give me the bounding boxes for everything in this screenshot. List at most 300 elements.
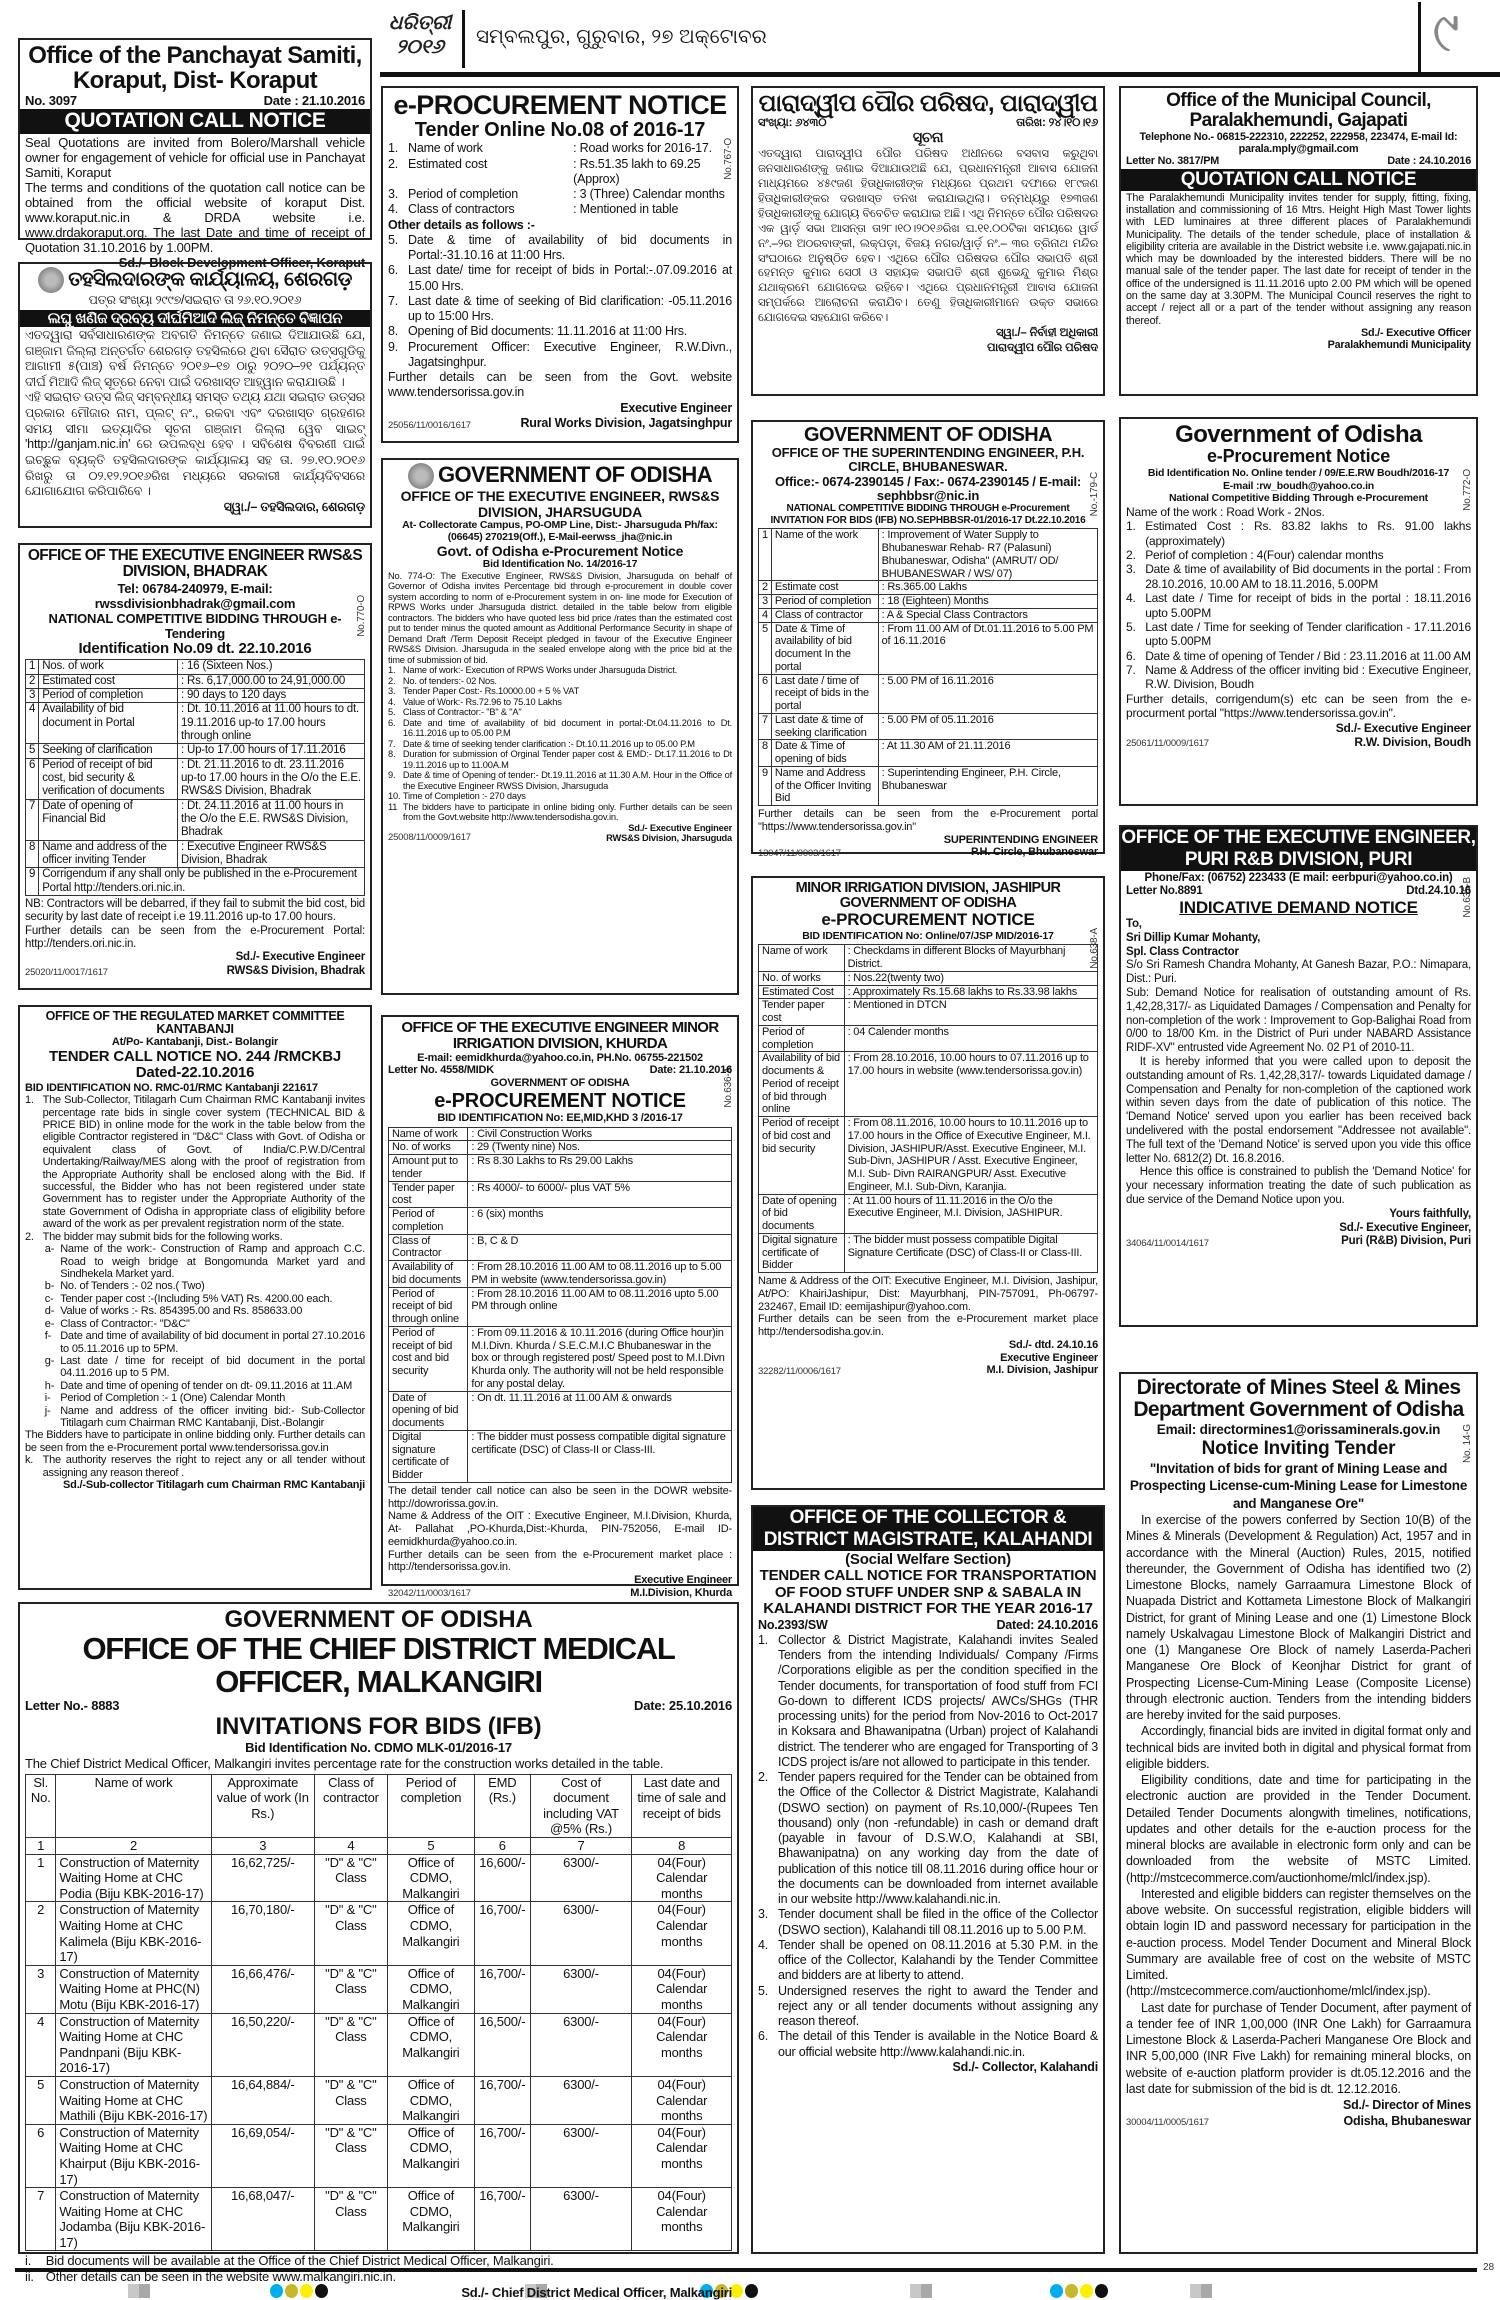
item-number: h- bbox=[44, 1379, 55, 1392]
signature-block bbox=[630, 1574, 732, 1600]
list-item bbox=[388, 676, 732, 687]
table-cell: Construction of Maternity Waiting Home at CHC Pandnpani (Biju KBK-2016-17) bbox=[56, 2013, 211, 2076]
notice-jashipur bbox=[751, 876, 1105, 1490]
list-item bbox=[1126, 562, 1471, 591]
bold-text: Other details as follows :- bbox=[388, 217, 535, 232]
bold-text: Spl. Class Contractor bbox=[1126, 945, 1239, 958]
item-number: 3. bbox=[758, 1907, 769, 1922]
table-value-cell: : 5.00 PM of 05.11.2016 bbox=[878, 713, 1097, 740]
notice-date: Dated: 24.10.2016 bbox=[996, 1617, 1098, 1632]
table-label-cell: Amount put to tender bbox=[389, 1155, 468, 1182]
table-label-cell: Availability of bid document in Portal bbox=[39, 703, 178, 744]
column-number: 3 bbox=[211, 1838, 314, 1855]
table-row bbox=[389, 1391, 732, 1430]
list-item bbox=[388, 340, 732, 371]
para-text: Seal Quotations are invited from Bolero/Marshall vehicle owner for engagement of vehicle for official use in Panchayat Samiti, Koraput bbox=[25, 134, 365, 180]
item-label: Class of contractors bbox=[408, 202, 515, 217]
table-row bbox=[26, 2188, 732, 2251]
notice-title bbox=[388, 463, 732, 489]
item-text: Undersigned reserves the right to award the Tender and reject any or all tender documents without assigning any reason thereof. bbox=[778, 1983, 1098, 2029]
table-cell: 6300/- bbox=[530, 2188, 632, 2251]
table-label-cell: Last date / time of receipt of bids in the portal bbox=[771, 674, 878, 713]
table-cell: 16,700/- bbox=[474, 2188, 530, 2251]
table-label-cell: Tender paper cost bbox=[389, 1181, 468, 1208]
table-row bbox=[389, 1155, 732, 1182]
table-label-cell: Nos. of work bbox=[39, 660, 178, 674]
table-value-cell: : 90 days to 120 days bbox=[177, 689, 364, 703]
banner-text: QUOTATION CALL NOTICE bbox=[1121, 169, 1476, 191]
sign-text: Sd./- Executive Officer bbox=[1360, 326, 1471, 339]
table-value-cell: : Dt. 10.11.2016 at 11.00 hours to dt. 19.11.2016 up-to 17.00 hours through online bbox=[177, 703, 364, 744]
table-row bbox=[759, 945, 1098, 972]
signature-line: M.I. Division, Jashipur bbox=[986, 1364, 1098, 1377]
table-row bbox=[759, 595, 1098, 609]
strong-text: Bid Identification No. 14/2016-17 bbox=[482, 558, 638, 571]
item-number: 2. bbox=[1126, 547, 1136, 562]
meta-row bbox=[388, 1064, 732, 1077]
signature-line: Sd./- Executive Engineer, bbox=[1339, 1221, 1471, 1234]
page-number-divider bbox=[1418, 2, 1421, 72]
list-item bbox=[758, 1984, 1098, 2030]
strong-text: At/Po- Kantabanji, Dist.- Bolangir bbox=[111, 1036, 279, 1049]
table-label-cell: Name of work bbox=[389, 1127, 468, 1141]
notice-mines bbox=[1119, 1372, 1478, 2254]
para-text: Name & Address of the OIT: Executive Engineer, M.I. Division, Jashipur, At/PO: KhairiJashipur, Dist: Mayurbhanj, PIN-757091, Ph-06797-232467, Email ID: eemijashipur@yahoo.com. bbox=[758, 1275, 1098, 1313]
table-cell: 16,600/- bbox=[474, 1854, 530, 1902]
vcode-text: No.635-B bbox=[1462, 877, 1473, 918]
item-text: Tender papers required for the Tender can be obtained from the Office of the Collector & District Magistrate, Kalahandi (DSWO section) on payment of Rs.10,000/-(Rupees Ten thousand) only (non -refundable) in cash or demand draft (payable in favour of D.S.W.O, Kalahandi at SBI, Bhawanipatna) on any working day from the date of publication of this notice till 08.11.2016 during office hour or the documents can be downloaded from internet available in our website http://www.kalahandi.nic.in. bbox=[778, 1770, 1098, 1907]
column-number: 4 bbox=[314, 1838, 387, 1855]
item-text: The bidders have to participate in online biding only. Further details can be seen from the Govt.website http://www.tendersodisha.gov.in. bbox=[402, 801, 732, 823]
numbered-list bbox=[25, 1094, 365, 1243]
meta-row bbox=[25, 93, 365, 108]
table-cell: 16,50,220/- bbox=[211, 2013, 314, 2076]
notice-footer bbox=[388, 1574, 732, 1600]
list-item bbox=[388, 749, 732, 770]
strong-text: Bid Identification No. Online tender / 09/E.E.RW Boudh/2016-17 bbox=[1147, 466, 1450, 479]
vcode-text: No.636-A bbox=[723, 1067, 735, 1108]
table-value-cell: : 5.00 PM of 16.11.2016 bbox=[878, 674, 1097, 713]
table-row bbox=[26, 2076, 732, 2124]
table-row bbox=[26, 1965, 732, 2013]
table-cell: 16,700/- bbox=[474, 1965, 530, 2013]
table-row bbox=[759, 674, 1098, 713]
signature-block bbox=[986, 1352, 1098, 1378]
table-cell: 16,69,054/- bbox=[211, 2124, 314, 2187]
item-value: : Rs.51.35 lakh to 69.25 (Approx) bbox=[573, 156, 701, 186]
column-number: 8 bbox=[632, 1838, 732, 1855]
table-number-cell: 8 bbox=[759, 740, 772, 767]
table-cell: "D" & "C" Class bbox=[314, 1965, 387, 2013]
notice-date: Date : 24.10.2016 bbox=[1387, 155, 1471, 168]
table-row bbox=[759, 999, 1098, 1026]
table-cell: 7 bbox=[26, 2188, 56, 2251]
item-value: : Road works for 2016-17. bbox=[573, 141, 712, 156]
vcode-text: No.772-O bbox=[1462, 469, 1473, 511]
table-row bbox=[26, 1854, 732, 1902]
item-text: No. of tenders:- 02 Nos. bbox=[402, 675, 497, 686]
table-cell: 16,70,180/- bbox=[211, 1902, 314, 1965]
bold-text: BID IDENTIFICATION NO. RMC-01/RMC Kantabanji 221617 bbox=[25, 1081, 318, 1094]
item-text: Class of Contractor:- "D&C" bbox=[60, 1317, 190, 1330]
notice-se bbox=[751, 420, 1105, 860]
item-number: 6. bbox=[388, 717, 396, 728]
sign-text: Sd./-Sub-collector Titilagarh cum Chairman RMC Kantabanji bbox=[63, 1479, 365, 1492]
item-number: j- bbox=[44, 1404, 51, 1417]
notice-footer bbox=[25, 951, 365, 978]
registration-dot bbox=[745, 2284, 758, 2298]
table-number-cell: 3 bbox=[26, 689, 39, 703]
subtitle-text: Tender Online No.08 of 2016-17 bbox=[414, 119, 706, 142]
signature-line: Odisha, Bhubaneswar bbox=[1343, 2114, 1471, 2129]
para-text: NB: Contractors will be debarred, if they fail to submit the bid cost, bid security by last date of receipt i.e 19.11.2016 up-to 17.00 hours. bbox=[25, 897, 365, 924]
item-text: Date & time of seeking tender clarification :- Dt.10.11.2016 up to 05.00 P.M bbox=[402, 738, 695, 749]
table-cell: Office of CDMO, Malkangiri bbox=[387, 1965, 474, 2013]
registration-mark-gray bbox=[910, 2284, 932, 2298]
details-table bbox=[758, 944, 1098, 1273]
table-label-cell: Name of the work bbox=[771, 529, 878, 581]
meta-row bbox=[758, 116, 1098, 131]
list-item bbox=[758, 1633, 1098, 1770]
table-row bbox=[759, 608, 1098, 622]
table-cell: 04(Four) Calendar months bbox=[632, 2076, 732, 2124]
publication-code: 25056/11/0016/1617 bbox=[388, 419, 471, 431]
table-value-cell: : 18 (Eighteen) Months bbox=[878, 595, 1097, 609]
para-text: Further details can be seen from the e-Procurement market place http://tendersodisha.gov.in. bbox=[758, 1313, 1098, 1339]
subtitle-text: e-PROCUREMENT NOTICE bbox=[821, 910, 1035, 930]
table-cell: "D" & "C" Class bbox=[314, 1902, 387, 1965]
table-cell: 16,64,884/- bbox=[211, 2076, 314, 2124]
meta-row bbox=[25, 1698, 732, 1714]
subtitle-text: INVITATIONS FOR BIDS (IFB) bbox=[215, 1713, 542, 1741]
bold-text: Sri Dillip Kumar Mohanty, bbox=[1126, 931, 1261, 944]
table-cell: Construction of Maternity Waiting Home at CHC Kalimela (Biju KBK-2016-17) bbox=[56, 1902, 211, 1965]
table-label-cell: Period of receipt of bid cost, bid security & verification of documents bbox=[39, 758, 178, 799]
ind-text: Accordingly, financial bids are invited in digital format only and technical bids are invited both in digital and physical format from eligible bidders. bbox=[1126, 1724, 1471, 1771]
subtitle-text: TENDER CALL NOTICE FOR TRANSPORTATION OF FOOD STUFF UNDER SNP & SABALA IN KALAHANDI DISTRICT FOR THE YEAR 2016-17 bbox=[759, 1567, 1097, 1618]
column-header: Last date and time of sale and receipt of bids bbox=[632, 1774, 732, 1837]
table-cell: 5 bbox=[26, 2076, 56, 2124]
notice-date: Date : 21.10.2016 bbox=[263, 93, 365, 109]
item-number: 10. bbox=[388, 791, 401, 802]
column-header: EMD (Rs.) bbox=[474, 1774, 530, 1837]
item-text: Tender document shall be filed in the office of the Collector (DSWO section), Kalahandi till 08.11.2016 up to 5.00 P.M. bbox=[778, 1907, 1098, 1937]
column-header: Cost of document including VAT @5% (Rs.) bbox=[530, 1774, 632, 1837]
item-text: Time of Completion :- 270 days bbox=[402, 791, 526, 802]
table-label-cell: Last date & time of seeking clarification bbox=[771, 713, 878, 740]
table-number-cell: 9 bbox=[759, 766, 772, 805]
table-row bbox=[26, 2013, 732, 2076]
subtitle-text: ସୂଚନା bbox=[912, 130, 944, 147]
signature-block bbox=[1339, 1222, 1471, 1250]
notice-paradip bbox=[751, 86, 1105, 396]
list-item bbox=[25, 2253, 732, 2269]
table-row bbox=[389, 1326, 732, 1391]
column-number: 2 bbox=[56, 1838, 211, 1855]
list-item bbox=[388, 739, 732, 750]
table-label-cell: Class of contractor bbox=[771, 608, 878, 622]
table-row bbox=[759, 1117, 1098, 1195]
table-header-row bbox=[26, 1774, 732, 1837]
subtitle-text: Notice Inviting Tender bbox=[1201, 1437, 1396, 1459]
list-item bbox=[45, 1280, 365, 1292]
strong-text: Telephone No.- 06815-222310, 222252, 222958, 223474, E-mail Id: parala.mply@gmail.com bbox=[1139, 130, 1458, 156]
item-number: 5. bbox=[388, 707, 396, 718]
item-number: 3. bbox=[1126, 562, 1136, 577]
item-text: Date & time of Opening of tender:- Dt.19.11.2016 at 11.30 A.M. Hour in the Office of the Executive Engineer RWSS Division, Jharsuguda bbox=[402, 770, 732, 791]
para-text: Sub: Demand Notice for realisation of outstanding amount of Rs. 1,42,28,317/- as Liquidated Damages / Compensation and Penalty for non-completion of the work : Improvement to Gop-Balighai Road from 0/00 to 18/00 Km. in the District of Puri under NABARD Assistance RIDF-XV" entrusted vide Agreement No. 02 P1 of 2010-11. bbox=[1126, 986, 1471, 1055]
item-number: k. bbox=[25, 1454, 34, 1467]
notice-kantabanji bbox=[18, 1005, 372, 1590]
table-row bbox=[759, 1052, 1098, 1117]
notice-koraput bbox=[18, 38, 372, 271]
list-item bbox=[45, 1293, 365, 1305]
vcode-text: No.767-O bbox=[722, 138, 734, 180]
item-text: Collector & District Magistrate, Kalahandi invites Sealed Tenders from the intending Individuals/ Company /Firms /Corporations eligible as per the condition specified in the Tender documents, for transportation of food stuff from FCI Go-down to different ICDS projects/ AWCs/SHGs (THR processing units) for the period from Nov-2016 to Oct-2017 in Koksara and Bhawanipatna (Urban) project of Kalahandi district. The tenderer who are engaged for Transporting of 3 ICDS project is/are not allowed to participate in this tender. bbox=[778, 1632, 1098, 1769]
item-text: Name of work:- Execution of RPWS Works under Jharsuguda District. bbox=[402, 665, 677, 676]
list-item bbox=[388, 686, 732, 697]
table-row bbox=[759, 1194, 1098, 1233]
table-row bbox=[389, 1430, 732, 1482]
signature-block bbox=[520, 401, 732, 432]
item-text: Opening of Bid documents: 11.11.2016 at 11:00 Hrs. bbox=[408, 324, 688, 339]
sign-text: ସ୍ୱା./– ତହସିଲଦାର, ଶେରଗଡ଼ bbox=[223, 499, 365, 514]
item-number: 5. bbox=[758, 1983, 769, 1998]
notice-cdmo bbox=[18, 1602, 739, 2300]
item-number: 5. bbox=[388, 232, 399, 247]
table-value-cell: : From 28.10.2016 11.00 AM to 08.11.2016 up to 5.00 PM in website (www.tendersorissa.gov.in) bbox=[468, 1261, 732, 1288]
item-text: Date & time of opening of Tender / Bid : 23.11.2016 at 11.00 AM bbox=[1145, 648, 1471, 663]
table-row bbox=[759, 581, 1098, 595]
table-label-cell: Tender paper cost bbox=[759, 999, 845, 1026]
table-value-cell: : Rs. 6,17,000.00 to 24,91,000.00 bbox=[177, 674, 364, 688]
table-cell: 16,700/- bbox=[474, 1902, 530, 1965]
table-cell: 16,66,476/- bbox=[211, 1965, 314, 2013]
signature-line: SUPERINTENDING ENGINEER bbox=[943, 833, 1098, 846]
notice-boudh bbox=[1119, 417, 1478, 806]
para-text: ଏତଦ୍ୱାରା ସର୍ବସାଧାରଣଙ୍କ ଅବଗତି ନିମନ୍ତେ ଜଣାଇ ଦିଆଯାଉଛି ଯେ, ଗଞ୍ଜାମ ଜିଲ୍ଲା ଅନ୍ତର୍ଗତ ଶେରଗଡ଼ ତହସିଲରେ ଥିବା ସୈରାତ ଉତ୍ସଗୁଡିକୁ ଆଗାମୀ ୫(ପାଞ୍ଚ) ବର୍ଷ ନିମନ୍ତେ ୨୦୧୬–୧୭ ଠାରୁ ୨୦୨୦–୨୧ ପର୍ଯ୍ୟନ୍ତ ଦୀର୍ଘ ମିଆଦି ଲିଜ୍ ସୂତ୍ରେ ନେବା ପାଇଁ ଦରଖାସ୍ତ ଆହ୍ୱାନ କରାଯାଉଛି । bbox=[25, 327, 365, 389]
strong-text: "Invitation of bids for grant of Mining Lease and Prospecting License-cum-Mining Lease for Limestone and Manganese Ore" bbox=[1129, 1460, 1468, 1511]
table-label-cell: Name and Address of the Officer Inviting Bid bbox=[771, 766, 878, 805]
strong-text: Tel: 06784-240979, E-mail: rwssdivisionbhadrak@gmail.com bbox=[94, 580, 296, 611]
table-cell: 16,68,047/- bbox=[211, 2188, 314, 2251]
table-row bbox=[759, 713, 1098, 740]
table-value-cell: : 6 (six) months bbox=[468, 1208, 732, 1235]
table-cell: 04(Four) Calendar months bbox=[632, 2188, 732, 2251]
list-item bbox=[388, 791, 732, 802]
para-text: Name & Address of the OIT : Executive Engineer, M.I.Division, Khurda, At- Pallahat ,PO-Khurda,Dist:-Khurda, PIN-752056, E-mail ID-eemidkhurda@yahoo.co.in. bbox=[388, 1510, 732, 1548]
subtitle-text: Office:- 0674-2390145 / Fax:- 0674-2390145 / E-mail: sephbbsr@nic.in bbox=[774, 473, 1082, 503]
table-label-cell: Period of completion bbox=[771, 595, 878, 609]
column-number: 7 bbox=[530, 1838, 632, 1855]
strong-text: BID IDENTIFICATION No: Online/07/JSP MID/2016-17 bbox=[802, 930, 1054, 943]
signature-line: Rural Works Division, Jagatsinghpur bbox=[520, 415, 732, 430]
publication-code: 34064/11/0014/1617 bbox=[1126, 1237, 1209, 1249]
table-label-cell: Name of work bbox=[759, 945, 845, 972]
table-label-cell: Date of opening of bid documents bbox=[389, 1391, 468, 1430]
numbered-list bbox=[388, 141, 732, 217]
table-cell: "D" & "C" Class bbox=[314, 2076, 387, 2124]
item-text: Last date / time for receipt of bid document in the portal 04.11.2016 up to 5 PM. bbox=[60, 1354, 365, 1380]
banner-text: ଲଘୁ ଖଣିଜ ଦ୍ରବ୍ୟ ଦୀର୍ଘମିଆଦି ଲିଜ୍ ନିମନ୍ତେ ବିଜ୍ଞାପନ bbox=[20, 310, 370, 327]
table-label-cell: Digital signature certificate of Bidder bbox=[389, 1430, 468, 1482]
table-cell: Construction of Maternity Waiting Home at CHC Mathili (Biju KBK-2016-17) bbox=[56, 2076, 211, 2124]
ind-text: Last date for purchase of Tender Document, after payment of a tender fee of INR 1,00,000 (INR One Lakh) for Garraamura Limestone Block & Laserda-Pacheri Manganese Ore Block and INR 5,00,000 (INR Five Lakh) for remaining mineral blocks, on website of e-auction platform provider is dt.05.12.2016 and the last date for submission of the bid is dt. 12.12.2016. bbox=[1126, 2000, 1471, 2096]
newspaper-logo bbox=[388, 10, 452, 62]
numbered-list bbox=[25, 2253, 732, 2284]
item-number: 5. bbox=[1126, 619, 1136, 634]
works-table bbox=[25, 1774, 732, 2252]
sign-text: Sd./- Collector, Kalahandi bbox=[952, 2059, 1098, 2074]
list-item bbox=[1126, 663, 1471, 692]
table-cell: 6300/- bbox=[530, 1854, 632, 1902]
item-number: 2. bbox=[388, 156, 399, 171]
subtitle-text: TENDER CALL NOTICE NO. 244 /RMCKBJ Dated-22.10.2016 bbox=[48, 1047, 342, 1082]
table-row bbox=[389, 1141, 732, 1155]
table-cell: Office of CDMO, Malkangiri bbox=[387, 2124, 474, 2187]
column-number: 1 bbox=[26, 1838, 56, 1855]
table-number-cell: 6 bbox=[26, 758, 39, 799]
table-cell: 6300/- bbox=[530, 1902, 632, 1965]
table-cell: 16,700/- bbox=[474, 2076, 530, 2124]
list-item bbox=[388, 802, 732, 823]
notice-jagat bbox=[381, 86, 739, 443]
item-number: ii. bbox=[25, 2269, 34, 2285]
table-value-cell: : From 28.10.2016 11.00 AM to 08.11.2016 upto 5.00 PM through online bbox=[468, 1287, 732, 1326]
table-cell: Office of CDMO, Malkangiri bbox=[387, 1854, 474, 1902]
table-number-cell: 4 bbox=[759, 608, 772, 622]
signature-line: R.W. Division, Boudh bbox=[1354, 735, 1471, 750]
table-value-cell: : A & Special Class Contractors bbox=[878, 608, 1097, 622]
signature-line: Sd./- Executive Engineer bbox=[1335, 720, 1471, 735]
list-item bbox=[25, 1454, 365, 1479]
item-number: a- bbox=[44, 1243, 55, 1256]
subtitle-text: Identification No.09 dt. 22.10.2016 bbox=[78, 639, 312, 657]
publication-code: 25020/11/0017/1617 bbox=[25, 966, 108, 978]
table-value-cell: : Rs 4000/- to 6000/- plus VAT 5% bbox=[468, 1181, 732, 1208]
column-number: 5 bbox=[387, 1838, 474, 1855]
para-text: The terms and conditions of the quotation call notice can be obtained from the official website of koraput Dist. www.koraput.nic.in & DRDA website i.e. www.drdakoraput.org. The last Date and time of receipt of Quotation 31.10.2016 by 1.00PM. bbox=[25, 179, 365, 256]
para-text: Further details, corrigendum(s) etc can be seen from the e-procurment portal "https://www.tendersorissa.gov.in". bbox=[1126, 691, 1471, 721]
table-cell: 6300/- bbox=[530, 2013, 632, 2076]
table-label-cell: Period of completion bbox=[389, 1208, 468, 1235]
item-text: Last date & time of seeking of Bid clarification: -05.11.2016 up to 15:00 Hrs. bbox=[408, 293, 732, 324]
table-value-cell: : Executive Engineer RWS&S Division, Bhadrak bbox=[177, 840, 364, 868]
numbered-list bbox=[388, 233, 732, 370]
title-text: ପାରାଦ୍ୱୀପ ପୌର ପରିଷଦ, ପାରାଦ୍ୱୀପ bbox=[758, 90, 1098, 117]
signature-line: Executive Engineer bbox=[634, 1574, 732, 1586]
list-item bbox=[758, 1907, 1098, 1938]
reference-number: Letter No. 4558/MIDK bbox=[388, 1064, 495, 1077]
table-row bbox=[759, 1233, 1098, 1272]
signature-line: Executive Engineer bbox=[1000, 1351, 1098, 1364]
list-item bbox=[388, 718, 732, 739]
item-number: 1. bbox=[388, 141, 399, 156]
item-number: 1. bbox=[388, 665, 396, 676]
strong-text: INVITATION FOR BIDS (IFB) NO.SEPHBBSR-01/2016-17 Dt.22.10.2016 bbox=[770, 514, 1086, 526]
table-value-cell: : From 08.11.2016, 10.00 hours to 10.11.2016 up to 17.00 hours in the Office of Executive Engineer, M.I. Division, JASHIPUR/Asst. Executive Engineer, M.I. Sub-Divn, JASHIPUR / Asst. Executive Engineer, M.I. Sub- Divn RAIRANGPUR/ Asst. Executive Engineer, M.I. Sub-Divn, Karanjia. bbox=[844, 1117, 1097, 1195]
state-emblem-icon bbox=[408, 463, 434, 489]
item-number: 4. bbox=[1126, 591, 1136, 606]
strong-text: NATIONAL COMPETITIVE BIDDING THROUGH e-Tendering bbox=[48, 610, 342, 641]
para-text: S/o Sri Ramesh Chandra Mohanty, At Ganesh Bazar, P.O.: Nimapara, Dist.: Puri. bbox=[1126, 959, 1471, 986]
item-text: No. of Tenders :- 02 nos.( Two) bbox=[60, 1280, 205, 1293]
banner-text: QUOTATION CALL NOTICE bbox=[20, 109, 370, 133]
item-text: Name of the work:- Construction of Ramp and approach C.C. Road to weigh bridge at Bongomunda Market yard and Sindhekela Market yard. bbox=[60, 1243, 365, 1280]
signature-block bbox=[1336, 721, 1471, 750]
strong-text: Bid Identification No. CDMO MLK-01/2016-17 bbox=[245, 1740, 512, 1756]
table-label-cell: Date of opening of bid documents bbox=[759, 1194, 845, 1233]
publication-code: 13047/11/0003/1617 bbox=[758, 848, 841, 860]
table-number-cell: 2 bbox=[759, 581, 772, 595]
table-cell: 6 bbox=[26, 2124, 56, 2187]
sign-text: Sd./- dtd. 24.10.16 bbox=[1008, 1338, 1098, 1351]
strong-text: At- Collectorate Campus, PO-OMP Line, Dist:- Jharsuguda Ph/fax: (06645) 270219(Off.), E-Mail-eerwss_jha@nic.in bbox=[402, 518, 718, 543]
list-item bbox=[1126, 519, 1471, 548]
list-item bbox=[45, 1355, 365, 1380]
strong-text: NATIONAL COMPETITIVE BIDDING THROUGH e-Procurement bbox=[786, 503, 1070, 515]
item-number: g- bbox=[44, 1354, 55, 1367]
column-header: Class of contractor bbox=[314, 1774, 387, 1837]
numbered-list bbox=[25, 1454, 365, 1479]
notice-footer bbox=[388, 823, 732, 844]
item-text: Procurement Officer: Executive Engineer, R.W.Divn., Jagatsinghpur. bbox=[408, 339, 732, 369]
registration-mark-cmyk bbox=[1050, 2284, 1108, 2298]
notice-footer bbox=[388, 401, 732, 432]
para-text: Further details can be seen from the Govt. website www.tendersorissa.gov.in bbox=[388, 370, 732, 400]
item-text: Date & time of availability of Bid documents in the portal : From 28.10.2016, 10.00 AM to 18.11.2016, 5.00PM bbox=[1145, 562, 1471, 591]
state-emblem-icon bbox=[38, 267, 64, 293]
table-cell: "D" & "C" Class bbox=[314, 2124, 387, 2187]
table-cell: 4 bbox=[26, 2013, 56, 2076]
table-label-cell: Seeking of clarification bbox=[39, 744, 178, 758]
numbered-list bbox=[1126, 519, 1471, 692]
table-cell: 04(Four) Calendar months bbox=[632, 2013, 732, 2076]
sign-text: ସ୍ୱା./– ନିର୍ବାହୀ ଅଧିକାରୀ bbox=[996, 327, 1098, 340]
list-item bbox=[45, 1305, 365, 1317]
details-table bbox=[758, 528, 1098, 806]
ind-text: Interested and eligible bidders can register themselves on the above website. On successful registration, eligible bidders will obtain login ID and password necessary for participation in the e-auction process. Model Tender Document and Mineral Block Summary are available free of cost on the website of MSTC Limited. (http://mstcecommerce.com/auctionhome/mlcl/index.jsp). bbox=[1126, 1886, 1471, 1999]
masthead-rule bbox=[380, 72, 1500, 77]
masthead-divider bbox=[462, 10, 465, 68]
item-text: The detail of this Tender is available in the Notice Board & our official website http://www.kalahandi.nic.in. bbox=[778, 2029, 1098, 2059]
sign-text: Yours faithfully, bbox=[1389, 1207, 1471, 1220]
item-number: e- bbox=[44, 1317, 55, 1330]
page-numeral: ୯ bbox=[1432, 0, 1460, 65]
list-item bbox=[388, 770, 732, 791]
registration-dot bbox=[1050, 2284, 1063, 2298]
notice-kalahandi bbox=[751, 1505, 1105, 2254]
item-number: 6. bbox=[758, 2029, 769, 2044]
list-item bbox=[25, 2269, 732, 2285]
list-item bbox=[45, 1318, 365, 1330]
numbered-list bbox=[25, 1243, 365, 1429]
para-text: Name of the work : Road Work - 2Nos. bbox=[1126, 504, 1325, 519]
table-label-cell: Date & Time of opening of bids bbox=[771, 740, 878, 767]
logo-name: ଧରିତ୍ରୀ bbox=[388, 10, 452, 34]
logo-year: ୨୦୧୬ bbox=[396, 34, 444, 58]
table-number-cell: 5 bbox=[759, 622, 772, 674]
notice-jharsuguda bbox=[381, 458, 739, 995]
registration-dot bbox=[1095, 2284, 1108, 2298]
table-value-cell: : Superintending Engineer, P.H. Circle, Bhubaneswar bbox=[878, 766, 1097, 805]
table-label-cell: Period of receipt of bid through online bbox=[389, 1287, 468, 1326]
table-row bbox=[759, 971, 1098, 985]
publication-code: 32042/11/0003/1617 bbox=[388, 1588, 471, 1600]
notice-puri bbox=[1119, 825, 1478, 1327]
table-row bbox=[26, 674, 365, 688]
item-text: Duration for submission of Orginal Tender paper cost & EMD:- Dt.17.11.2016 to Dt 19.11.2016 up to 11.00A.M bbox=[402, 749, 732, 770]
